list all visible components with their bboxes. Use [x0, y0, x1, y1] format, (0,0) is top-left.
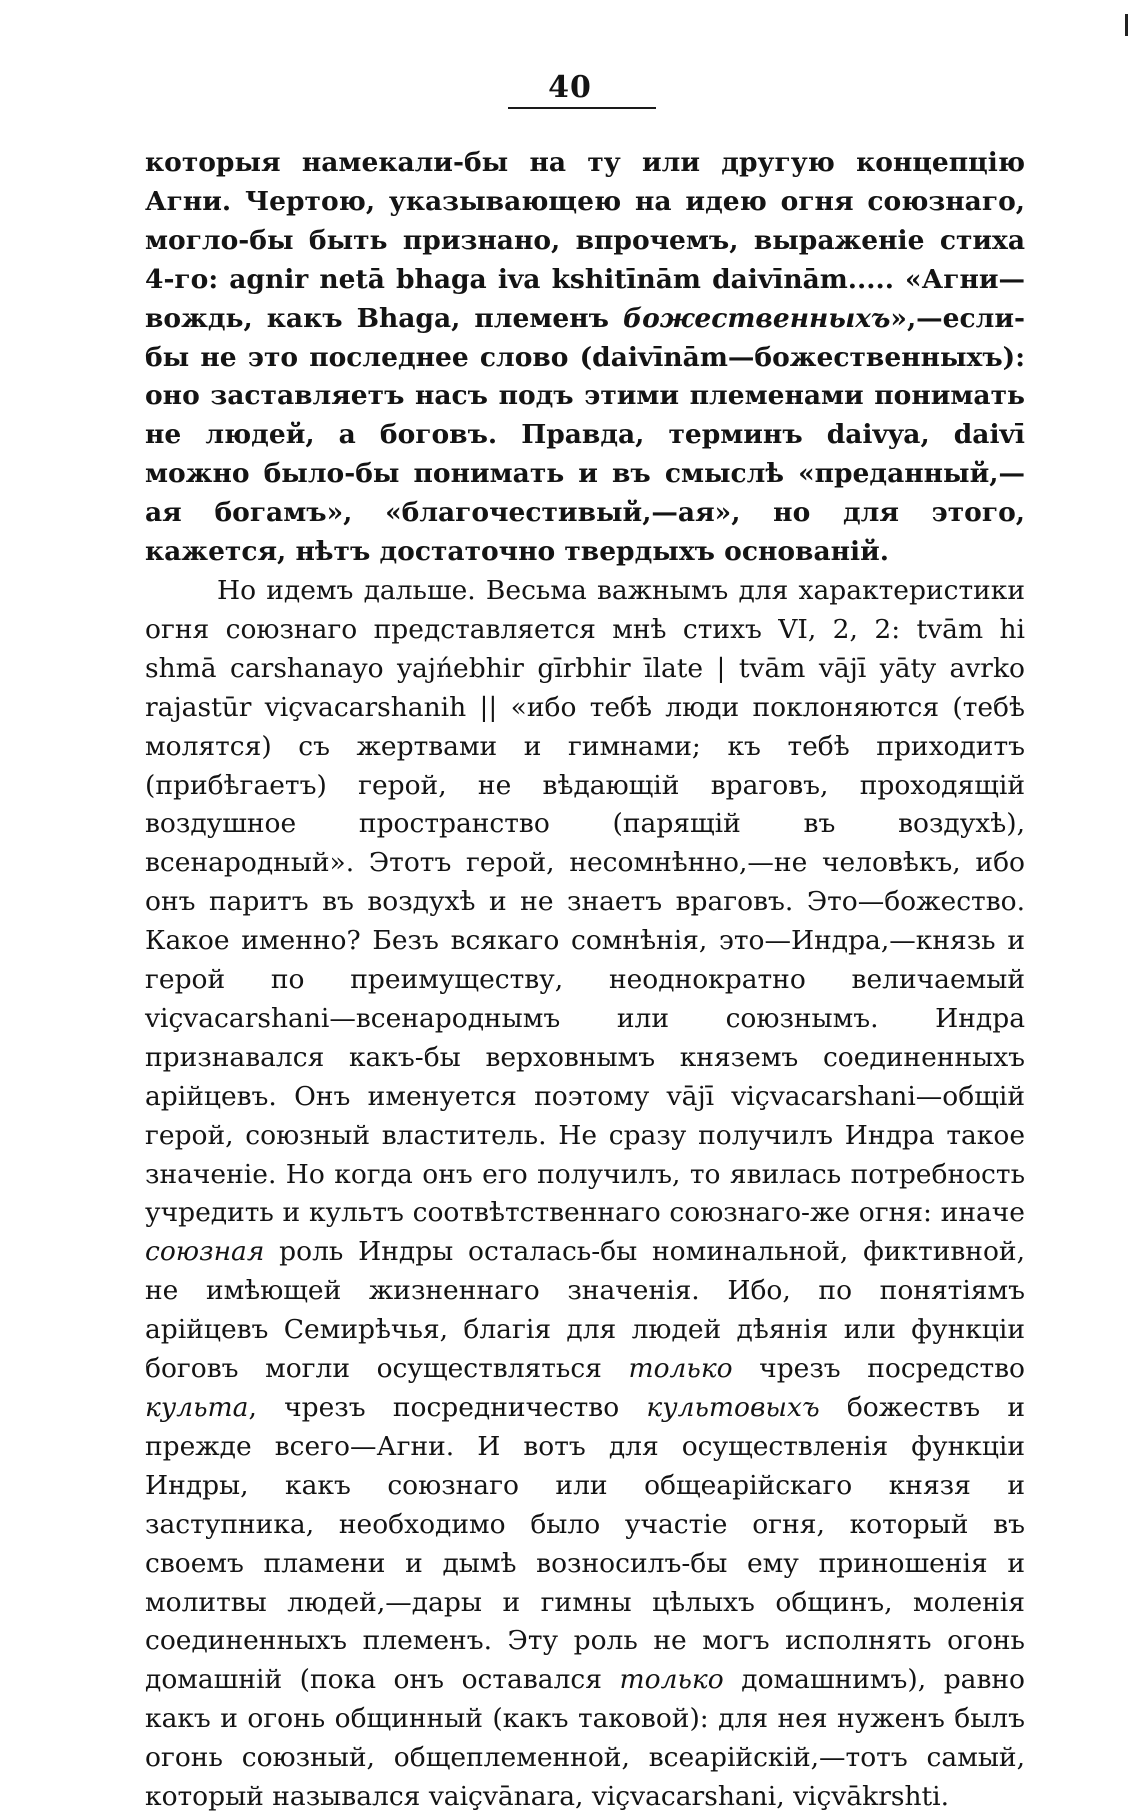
text-run: Но идемъ дальше. Весьма важнымъ для характеристики огня союзнаго представляется мнѣ стихъ VI, 2, 2: tvām hi shmā carshanayo yajńebhir gīrbhir īlate | tvām vājī yāty avrko rajastūr viçvacarshanih || «ибо тебѣ люди поклоняются (тебѣ молятся) съ жертвами и гимнами; къ тебѣ приходитъ (прибѣгаетъ) герой, не вѣдающій враговъ, проходящій воздушное пространство (парящій въ воздухѣ), всенародный». Этотъ герой, несомнѣнно,—не человѣкъ, ибо онъ паритъ въ воздухѣ и не знаетъ враговъ. Это—божество. Какое именно? Безъ всякаго сомнѣнія, это—Индра,—князь и герой по преимуществу, неоднократно величаемый viçvacarshani—всенароднымъ или союзнымъ. Индра признавался какъ-бы верховнымъ княземъ соединенныхъ арійцевъ. Онъ именуется поэтому vājī viçvacarshani—общій герой, союзный властитель. Не сразу получилъ Индра такое значеніе. Но когда онъ его получилъ, то явилась потребность учредить и культъ соотвѣтственнаго союзнаго-же огня: иначе — [145, 574, 1025, 1229]
page-edge-mark — [1125, 14, 1128, 36]
emphasis-run: божественныхъ — [622, 302, 891, 334]
text-run: роль Индры осталась-бы номинальной, фиктивной, не имѣющей жизненнаго значенія. Ибо, по понятіямъ арійцевъ Семирѣчья, благія для людей дѣянія или функціи боговъ могли осуществляться — [145, 1236, 1025, 1385]
body-text — [145, 144, 1025, 1817]
paragraph-2 — [145, 572, 1025, 1817]
emphasis-run: только — [628, 1353, 733, 1385]
emphasis-run: союзная — [145, 1236, 265, 1268]
text-run: , чрезъ посредничество — [248, 1392, 647, 1423]
text-run: домашнимъ), равно какъ и огонь общинный (какъ таковой): для нея нуженъ былъ огонь союзный, общеплеменной, всеарійскій,—тотъ самый, который назывался vaiçvānara, viçvacarshani, viçvākrshti. — [145, 1664, 1025, 1813]
emphasis-run: культовыхъ — [646, 1392, 820, 1423]
text-run: божествъ и прежде всего—Агни. И вотъ для осуществленія функціи Индры, какъ союзнаго или общеарійскаго князя и заступника, необходимо было участіе огня, который въ своемъ пламени и дымѣ возносилъ-бы ему приношенія и молитвы людей,—дары и гимны цѣлыхъ общинъ, моленія соединенныхъ племенъ. Эту роль не могъ исполнять огонь домашній (пока онъ оставался — [145, 1392, 1026, 1696]
text-run: которыя намекали-бы на ту или другую концепцію Агни. Чертою, указывающею на идею огня союзнаго, могло-бы быть признано, впрочемъ, выраженіе стиха 4-го: agnir netā bhaga iva kshitīnām daivīnām..... «Агни—вождь, какъ Bhaga, племенъ — [145, 147, 1025, 334]
paragraph-1 — [145, 144, 1025, 572]
text-run: чрезъ посредство — [732, 1353, 1025, 1385]
text-run: »,—если-бы не это последнее слово (daivīnām—божественныхъ): оно заставляетъ насъ подъ этими племенами понимать не людей, а боговъ. Правда, терминъ daivya, daivī можно было-бы понимать и въ смыслѣ «преданный,—ая богамъ», «благочестивый,—ая», но для этого, кажется, нѣтъ достаточно твердыхъ основаній. — [145, 302, 1025, 568]
page-number-rule — [508, 107, 656, 109]
emphasis-run: культа — [145, 1392, 249, 1423]
emphasis-run: только — [619, 1664, 724, 1696]
page-number: 40 — [548, 70, 592, 105]
